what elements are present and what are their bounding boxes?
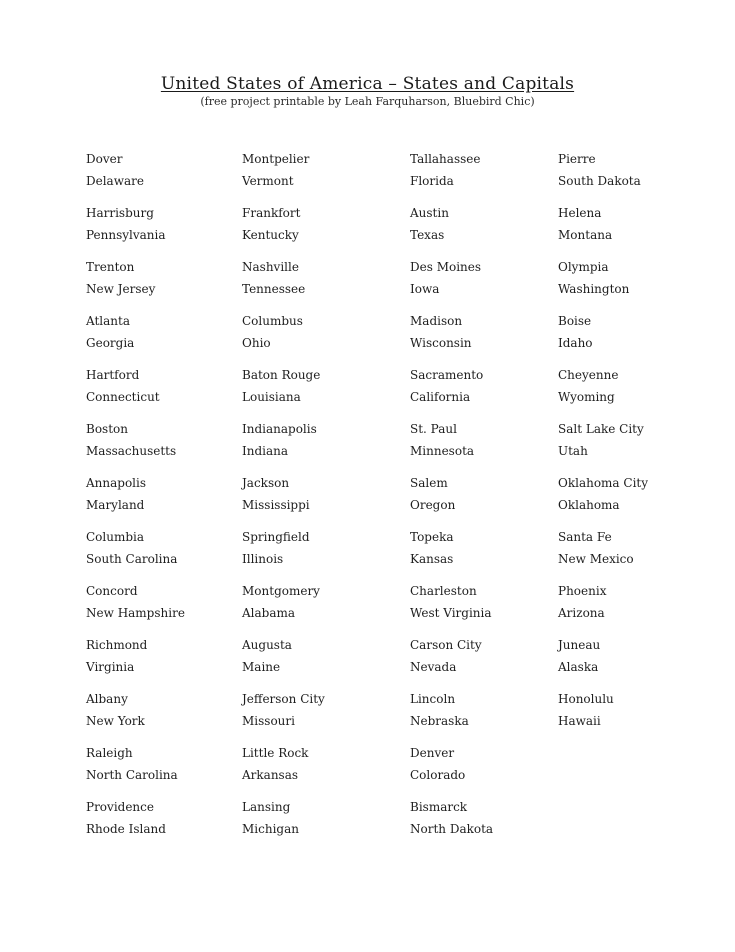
- state-capital-entry: [558, 583, 648, 637]
- capital-name: Indianapolis: [242, 422, 317, 436]
- state-name: Utah: [558, 444, 588, 458]
- capital-name: Salt Lake City: [558, 422, 644, 436]
- state-name: Wyoming: [558, 390, 615, 404]
- page-subtitle: (free project printable by Leah Farquharson, Bluebird Chic): [200, 95, 535, 108]
- capital-name: Cheyenne: [558, 368, 619, 382]
- state-capital-entry: [410, 691, 493, 745]
- capital-name: Baton Rouge: [242, 368, 321, 382]
- state-name: Wisconsin: [410, 336, 472, 350]
- state-name: Kentucky: [242, 228, 299, 242]
- capital-name: Nashville: [242, 260, 299, 274]
- state-capital-entry: [242, 367, 325, 421]
- state-name: Maine: [242, 660, 281, 674]
- state-capital-entry: [410, 259, 493, 313]
- state-capital-entry: [86, 799, 185, 853]
- state-capital-entry: [86, 313, 185, 367]
- state-capital-entry: [558, 205, 648, 259]
- state-name: Indiana: [242, 444, 289, 458]
- state-capital-entry: [410, 151, 493, 205]
- page-title-text: United States of America – States and Capitals: [160, 74, 575, 94]
- state-capital-entry: [410, 637, 493, 691]
- column-1: [86, 151, 185, 853]
- state-name: Vermont: [242, 174, 294, 188]
- state-name: Kansas: [410, 552, 454, 566]
- capital-name: Hartford: [86, 368, 140, 382]
- state-name: Ohio: [242, 336, 271, 350]
- state-capital-entry: [86, 421, 185, 475]
- capital-name: Atlanta: [86, 314, 130, 328]
- capital-name: Sacramento: [410, 368, 484, 382]
- capital-name: Madison: [410, 314, 463, 328]
- state-capital-entry: [242, 421, 325, 475]
- capital-name: Concord: [86, 584, 138, 598]
- capital-name: Harrisburg: [86, 206, 154, 220]
- state-name: Georgia: [86, 336, 135, 350]
- capital-name: Topeka: [410, 530, 454, 544]
- state-capital-entry: [242, 583, 325, 637]
- state-capital-entry: [558, 259, 648, 313]
- capital-name: Columbus: [242, 314, 303, 328]
- capital-name: Boise: [558, 314, 592, 328]
- state-name: Washington: [558, 282, 630, 296]
- state-name: Alaska: [558, 660, 599, 674]
- capital-name: Annapolis: [86, 476, 147, 490]
- capital-name: Pierre: [558, 152, 596, 166]
- state-name: Tennessee: [242, 282, 306, 296]
- state-name: Arizona: [558, 606, 605, 620]
- state-name: Montana: [558, 228, 613, 242]
- page-title: [0, 74, 735, 94]
- state-name: Nevada: [410, 660, 457, 674]
- capital-name: Columbia: [86, 530, 145, 544]
- state-name: Massachusetts: [86, 444, 177, 458]
- capital-name: Carson City: [410, 638, 482, 652]
- capital-name: Salem: [410, 476, 448, 490]
- capital-name: Santa Fe: [558, 530, 612, 544]
- state-capital-entry: [410, 313, 493, 367]
- capital-name: Des Moines: [410, 260, 482, 274]
- capital-name: Oklahoma City: [558, 476, 649, 490]
- state-capital-entry: [86, 691, 185, 745]
- state-name: New York: [86, 714, 145, 728]
- capital-name: Frankfort: [242, 206, 301, 220]
- capital-name: Augusta: [242, 638, 292, 652]
- capital-name: Charleston: [410, 584, 477, 598]
- state-capital-entry: [558, 367, 648, 421]
- state-capital-entry: [242, 691, 325, 745]
- state-capital-entry: [242, 475, 325, 529]
- state-name: Michigan: [242, 822, 299, 836]
- state-capital-entry: [410, 583, 493, 637]
- capital-name: Austin: [410, 206, 449, 220]
- state-name: Maryland: [86, 498, 145, 512]
- state-capital-entry: [558, 421, 648, 475]
- state-name: Florida: [410, 174, 454, 188]
- state-capital-entry: [410, 745, 493, 799]
- state-capital-entry: [242, 259, 325, 313]
- state-capital-entry: [86, 583, 185, 637]
- capital-name: Lincoln: [410, 692, 456, 706]
- state-capital-entry: [242, 529, 325, 583]
- capital-name: Jefferson City: [242, 692, 325, 706]
- state-name: New Hampshire: [86, 606, 185, 620]
- state-capital-entry: [558, 637, 648, 691]
- state-capital-entry: [410, 529, 493, 583]
- state-name: Connecticut: [86, 390, 160, 404]
- state-capital-entry: [86, 475, 185, 529]
- state-capital-entry: [86, 151, 185, 205]
- capital-name: Helena: [558, 206, 602, 220]
- capital-name: Boston: [86, 422, 128, 436]
- capital-name: Honolulu: [558, 692, 614, 706]
- state-name: West Virginia: [410, 606, 492, 620]
- state-capital-entry: [558, 151, 648, 205]
- state-name: Arkansas: [242, 768, 299, 782]
- capital-name: Jackson: [242, 476, 290, 490]
- state-capital-entry: [410, 205, 493, 259]
- state-capital-entry: [86, 205, 185, 259]
- state-name: Minnesota: [410, 444, 475, 458]
- column-2: [242, 151, 325, 853]
- state-name: South Dakota: [558, 174, 641, 188]
- state-capital-entry: [410, 367, 493, 421]
- state-name: California: [410, 390, 471, 404]
- capital-name: Phoenix: [558, 584, 607, 598]
- state-capital-entry: [242, 205, 325, 259]
- state-capital-entry: [242, 637, 325, 691]
- capital-name: Tallahassee: [410, 152, 481, 166]
- state-capital-entry: [410, 799, 493, 853]
- capital-name: Juneau: [558, 638, 601, 652]
- state-capital-entry: [558, 691, 648, 745]
- state-name: Pennsylvania: [86, 228, 166, 242]
- capital-name: Bismarck: [410, 800, 468, 814]
- state-capital-entry: [242, 799, 325, 853]
- state-name: Mississippi: [242, 498, 310, 512]
- state-capital-entry: [86, 367, 185, 421]
- state-name: Delaware: [86, 174, 144, 188]
- state-capital-entry: [558, 529, 648, 583]
- state-name: Nebraska: [410, 714, 469, 728]
- state-capital-entry: [242, 151, 325, 205]
- state-name: Iowa: [410, 282, 440, 296]
- state-capital-entry: [86, 637, 185, 691]
- capital-name: Little Rock: [242, 746, 309, 760]
- state-name: North Carolina: [86, 768, 178, 782]
- column-4: [558, 151, 648, 745]
- capital-name: Lansing: [242, 800, 291, 814]
- capital-name: Springfield: [242, 530, 310, 544]
- capital-name: Denver: [410, 746, 455, 760]
- state-name: South Carolina: [86, 552, 178, 566]
- state-capital-entry: [86, 259, 185, 313]
- state-capital-entry: [558, 475, 648, 529]
- state-name: Idaho: [558, 336, 593, 350]
- state-name: Hawaii: [558, 714, 601, 728]
- state-name: Colorado: [410, 768, 466, 782]
- state-name: New Mexico: [558, 552, 634, 566]
- capital-name: Montpelier: [242, 152, 310, 166]
- state-name: Texas: [410, 228, 445, 242]
- state-capital-entry: [410, 421, 493, 475]
- capital-name: Richmond: [86, 638, 148, 652]
- capital-name: Providence: [86, 800, 154, 814]
- state-capital-entry: [242, 745, 325, 799]
- state-name: Louisiana: [242, 390, 301, 404]
- capital-name: Olympia: [558, 260, 609, 274]
- state-capital-entry: [410, 475, 493, 529]
- capital-name: Montgomery: [242, 584, 320, 598]
- state-capital-entry: [86, 529, 185, 583]
- state-name: Oklahoma: [558, 498, 620, 512]
- state-capital-entry: [242, 313, 325, 367]
- state-name: Alabama: [242, 606, 296, 620]
- state-name: North Dakota: [410, 822, 494, 836]
- state-name: Rhode Island: [86, 822, 166, 836]
- state-name: Virginia: [86, 660, 135, 674]
- state-capital-entry: [86, 745, 185, 799]
- capital-name: Dover: [86, 152, 123, 166]
- capital-name: Trenton: [86, 260, 135, 274]
- capital-name: Raleigh: [86, 746, 133, 760]
- column-3: [410, 151, 493, 853]
- capital-name: St. Paul: [410, 422, 457, 436]
- state-name: Oregon: [410, 498, 456, 512]
- state-capital-entry: [558, 313, 648, 367]
- capital-name: Albany: [86, 692, 128, 706]
- state-name: Missouri: [242, 714, 295, 728]
- state-name: New Jersey: [86, 282, 156, 296]
- state-name: Illinois: [242, 552, 284, 566]
